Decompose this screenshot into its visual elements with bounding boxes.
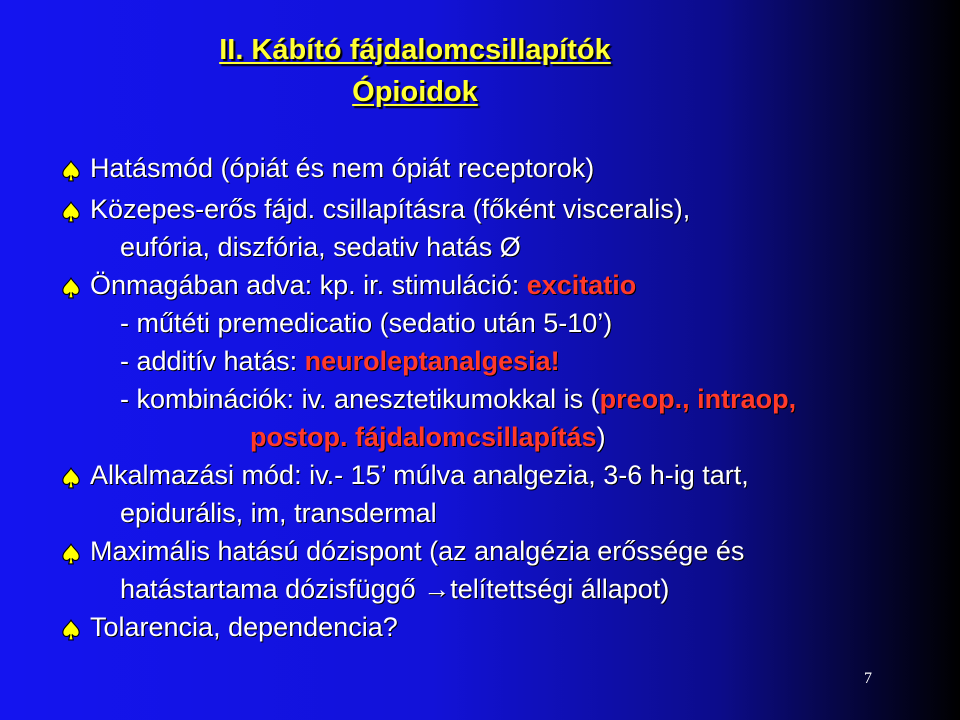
highlight-postop: postop. fájdalomcsillapítás [250,422,597,452]
sub-line-additiv [120,345,560,377]
bullet-text: Közepes-erős fájd. csillapításra (főként visceralis), [90,194,691,224]
spade-bullet-icon [60,277,82,299]
bullet-text-part: Önmagában adva: kp. ir. stimuláció: [90,270,527,300]
sub-text: telítettségi állapot) [450,574,670,604]
bullet-text: Hatásmód (ópiát és nem ópiát receptorok) [90,153,595,183]
highlight-neuroleptanalgesia: neuroleptanalgesia! [304,346,560,376]
bullet-text: Alkalmazási mód: iv.- 15’ múlva analgezia, 3-6 h-ig tart, [90,460,749,490]
arrow-right-icon: → [423,574,451,604]
highlight-excitatio: excitatio [526,270,637,300]
sub-text: hatástartama dózisfüggő [120,574,424,604]
bullet-text: Tolarencia, dependencia? [90,612,398,642]
slide-subtitle: Ópioidok [352,76,478,108]
sub-line-premedicatio: - műtéti premedicatio (sedatio után 5-10’) [120,308,613,338]
bullet-continuation: epidurális, im, transdermal [120,498,437,528]
sub-text: - kombinációk: iv. anesztetikumokkal is ( [120,384,600,414]
sub-text: ) [596,422,606,452]
sub-text: - additív hatás: [120,346,305,376]
bullet-continuation [120,573,669,605]
spade-bullet-icon [60,467,82,489]
spade-bullet-icon [60,160,82,182]
sub-line-postop [250,421,606,453]
spade-bullet-icon [60,543,82,565]
page-number: 7 [864,670,872,687]
spade-bullet-icon [60,201,82,223]
bullet-text [90,269,636,301]
slide-title: II. Kábító fájdalomcsillapítók [219,34,611,66]
highlight-preop-intraop: preop., intraop, [599,384,797,414]
spade-bullet-icon [60,619,82,641]
bullet-text: Maximális hatású dózispont (az analgézia erőssége és [90,536,745,566]
sub-line-kombinaciok [120,383,796,415]
bullet-continuation: eufória, diszfória, sedativ hatás Ø [120,232,521,262]
